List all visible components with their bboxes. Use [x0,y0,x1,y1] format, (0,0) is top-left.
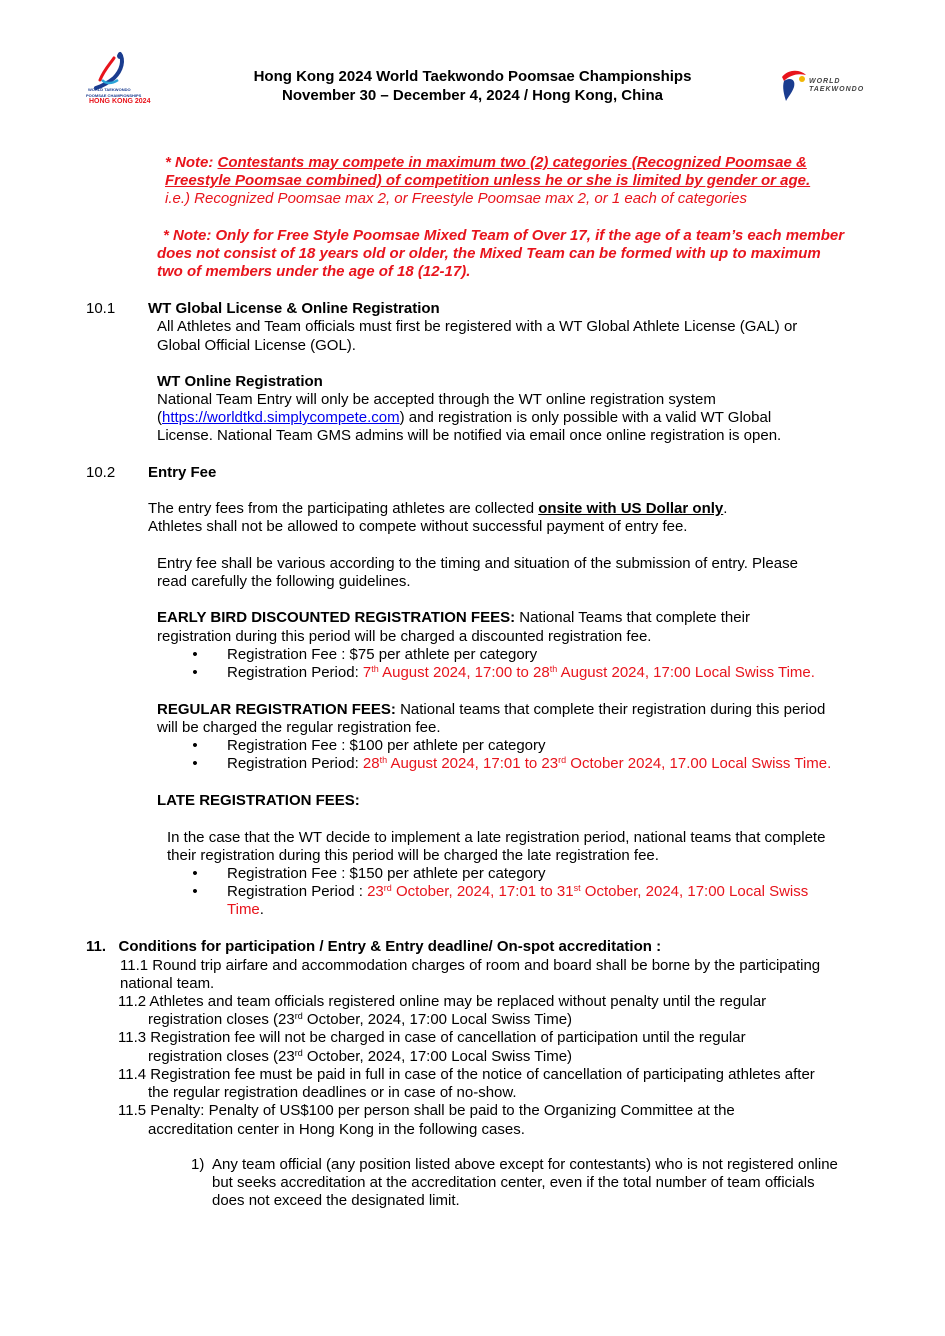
paragraph-text: National teams that complete their registration during this period [395,701,826,718]
paragraph-text: October, 2024, 17:00 Local Swiss Time) [302,1011,573,1028]
bullet: • [192,755,198,772]
paragraph-text: registration closes (23 [148,1011,295,1028]
bullet-text [227,883,808,901]
ordinal: th [379,755,388,765]
paragraph-line: registration during this period will be charged a discounted registration fee. [157,628,652,645]
paren-open: ( [157,409,162,426]
regular-line1 [157,701,825,719]
list-item: 11.4 Registration fee must be paid in full in case of the notice of cancellation of participating athletes after [118,1066,815,1083]
paragraph-text: registration closes (23 [148,1048,295,1065]
regular-title: REGULAR REGISTRATION FEES: [157,701,396,718]
bullet: • [192,664,198,681]
paragraph-line: Athletes shall not be allowed to compete without successful payment of entry fee. [148,518,688,535]
label-text: Registration Period: [227,755,363,772]
paragraph-text: National Teams that complete their [515,609,750,626]
ordinal: st [573,883,581,893]
note1-line1: Contestants may compete in maximum two (2) categories (Recognized Poomsae & [217,154,807,171]
list-item: 11.3 Registration fee will not be charged in case of cancellation of participation until the regular [118,1029,746,1046]
ordinal: rd [383,883,392,893]
bullet: • [192,737,198,754]
case-text: Any team official (any position listed above except for contestants) who is not registered online [212,1156,838,1173]
emphasis-text: onsite with US Dollar only [538,500,724,517]
subsection-title: WT Online Registration [157,373,323,390]
date-text: August 2024, 17:00 to 28 [378,664,550,681]
paragraph-line: All Athletes and Team officials must first be registered with a WT Global Athlete License (GAL) or [157,318,798,335]
bullet: • [192,865,198,882]
list-item-cont: accreditation center in Hong Kong in the following cases. [148,1121,525,1138]
label-text: Registration Period : [227,883,368,900]
paragraph-line: their registration during this period will be charged the late registration fee. [167,847,659,864]
date-text: August 2024, 17:00 Local Swiss Time. [557,664,815,681]
paragraph-line: Entry fee shall be various according to the timing and situation of the submission of entry. Please [157,555,798,572]
case-text: but seeks accreditation at the accreditation center, even if the total number of team officials [212,1174,815,1191]
right-logo-line1: WORLD [809,78,841,85]
note1-line3: i.e.) Recognized Poomsae max 2, or Freestyle Poomsae max 2, or 1 each of categories [165,190,747,207]
case-number: 1) [191,1156,205,1173]
period: . [723,500,728,517]
period: . [259,901,264,918]
left-logo-line2: POOMSAE CHAMPIONSHIPS [86,93,142,98]
bullet-text: Registration Fee : $75 per athlete per category [227,646,538,663]
date-text: 7 [362,664,372,681]
registration-link[interactable]: https://worldtkd.simplycompete.com [162,409,400,426]
date-text: 28 [362,755,380,772]
note2-line3: two of members under the age of 18 (12-17). [157,263,471,280]
ordinal: rd [294,1048,303,1058]
ordinal: rd [294,1011,303,1021]
early-bird-line1 [157,609,750,627]
list-item: 11.2 Athletes and team officials registered online may be replaced without penalty until the regular [118,993,767,1010]
right-logo [778,67,868,107]
list-item-cont: the regular registration deadlines or in case of no-show. [148,1084,517,1101]
note1-line2: Freestyle Poomsae combined) of competition unless he or she is limited by gender or age. [165,172,811,189]
date-text: August 2024, 17:01 to 23 [387,755,559,772]
paragraph-line: will be charged the regular registration fee. [157,719,441,736]
paragraph-line: License. National Team GMS admins will be notified via email once online registration is open. [157,427,782,444]
bullet-text [227,664,815,682]
date-text: October, 2024, 17:01 to 31 [391,883,574,900]
paragraph-text: October, 2024, 17:00 Local Swiss Time) [302,1048,573,1065]
ordinal: th [371,664,379,674]
paragraph-line: Global Official License (GOL). [157,337,356,354]
paragraph-line: National Team Entry will only be accepted through the WT online registration system [157,391,716,408]
left-logo-line3: HONG KONG 2024 [89,98,151,105]
header-title-line1: Hong Kong 2024 World Taekwondo Poomsae Championships [253,68,692,85]
paragraph-line [148,500,727,518]
section-number: 10.2 [86,464,116,481]
ordinal: rd [558,755,567,765]
list-item: 11.1 Round trip airfare and accommodation charges of room and board shall be borne by the participating [120,957,821,974]
list-item-cont [148,1011,572,1029]
date-text: Time [227,901,260,918]
paragraph-line: In the case that the WT decide to implement a late registration period, national teams that complete [167,829,826,846]
label-text: Registration Period: [227,664,363,681]
list-item-cont: national team. [120,975,215,992]
paragraph-line: read carefully the following guidelines. [157,573,411,590]
right-logo-line2: TAEKWONDO [809,86,865,93]
left-logo [84,50,151,110]
early-bird-title: EARLY BIRD DISCOUNTED REGISTRATION FEES: [157,609,516,626]
bullet-text [227,755,831,773]
paragraph-line [157,409,771,427]
bullet: • [192,646,198,663]
list-item: 11.5 Penalty: Penalty of US$100 per person shall be paid to the Organizing Committee at the [118,1102,735,1119]
header-title [180,67,765,105]
section-number: 10.1 [86,300,116,317]
section-title: Entry Fee [148,464,217,481]
bullet-text: Registration Fee : $150 per athlete per category [227,865,546,882]
note2-line1: * Note: Only for Free Style Poomsae Mixed Team of Over 17, if the age of a team’s each member [163,227,845,244]
late-title: LATE REGISTRATION FEES: [157,792,360,809]
header-title-line2: November 30 – December 4, 2024 / Hong Kong, China [282,87,663,104]
note2-line2: does not consist of 18 years old or older, the Mixed Team can be formed with up to maximum [157,245,821,262]
date-text: 23 [367,883,384,900]
section-title: WT Global License & Online Registration [148,300,440,317]
bullet: • [192,883,198,900]
date-text: October 2024, 17.00 Local Swiss Time. [566,755,832,772]
section-title: 11. Conditions for participation / Entry & Entry deadline/ On-spot accreditation : [86,938,662,955]
note1-lead: * Note: [165,154,218,171]
left-logo-line1: WORLD TAEKWONDO [88,87,131,92]
world-taekwondo-emblem-icon [778,67,808,103]
bullet-text: Registration Fee : $100 per athlete per category [227,737,546,754]
list-item-cont [148,1048,572,1066]
date-text: October, 2024, 17:00 Local Swiss [580,883,809,900]
bullet-text-cont [227,901,264,919]
paragraph-text: The entry fees from the participating athletes are collected [148,500,539,517]
case-text: does not exceed the designated limit. [212,1192,460,1209]
ordinal: th [549,664,558,674]
paragraph-text: ) and registration is only possible with a valid WT Global [399,409,772,426]
